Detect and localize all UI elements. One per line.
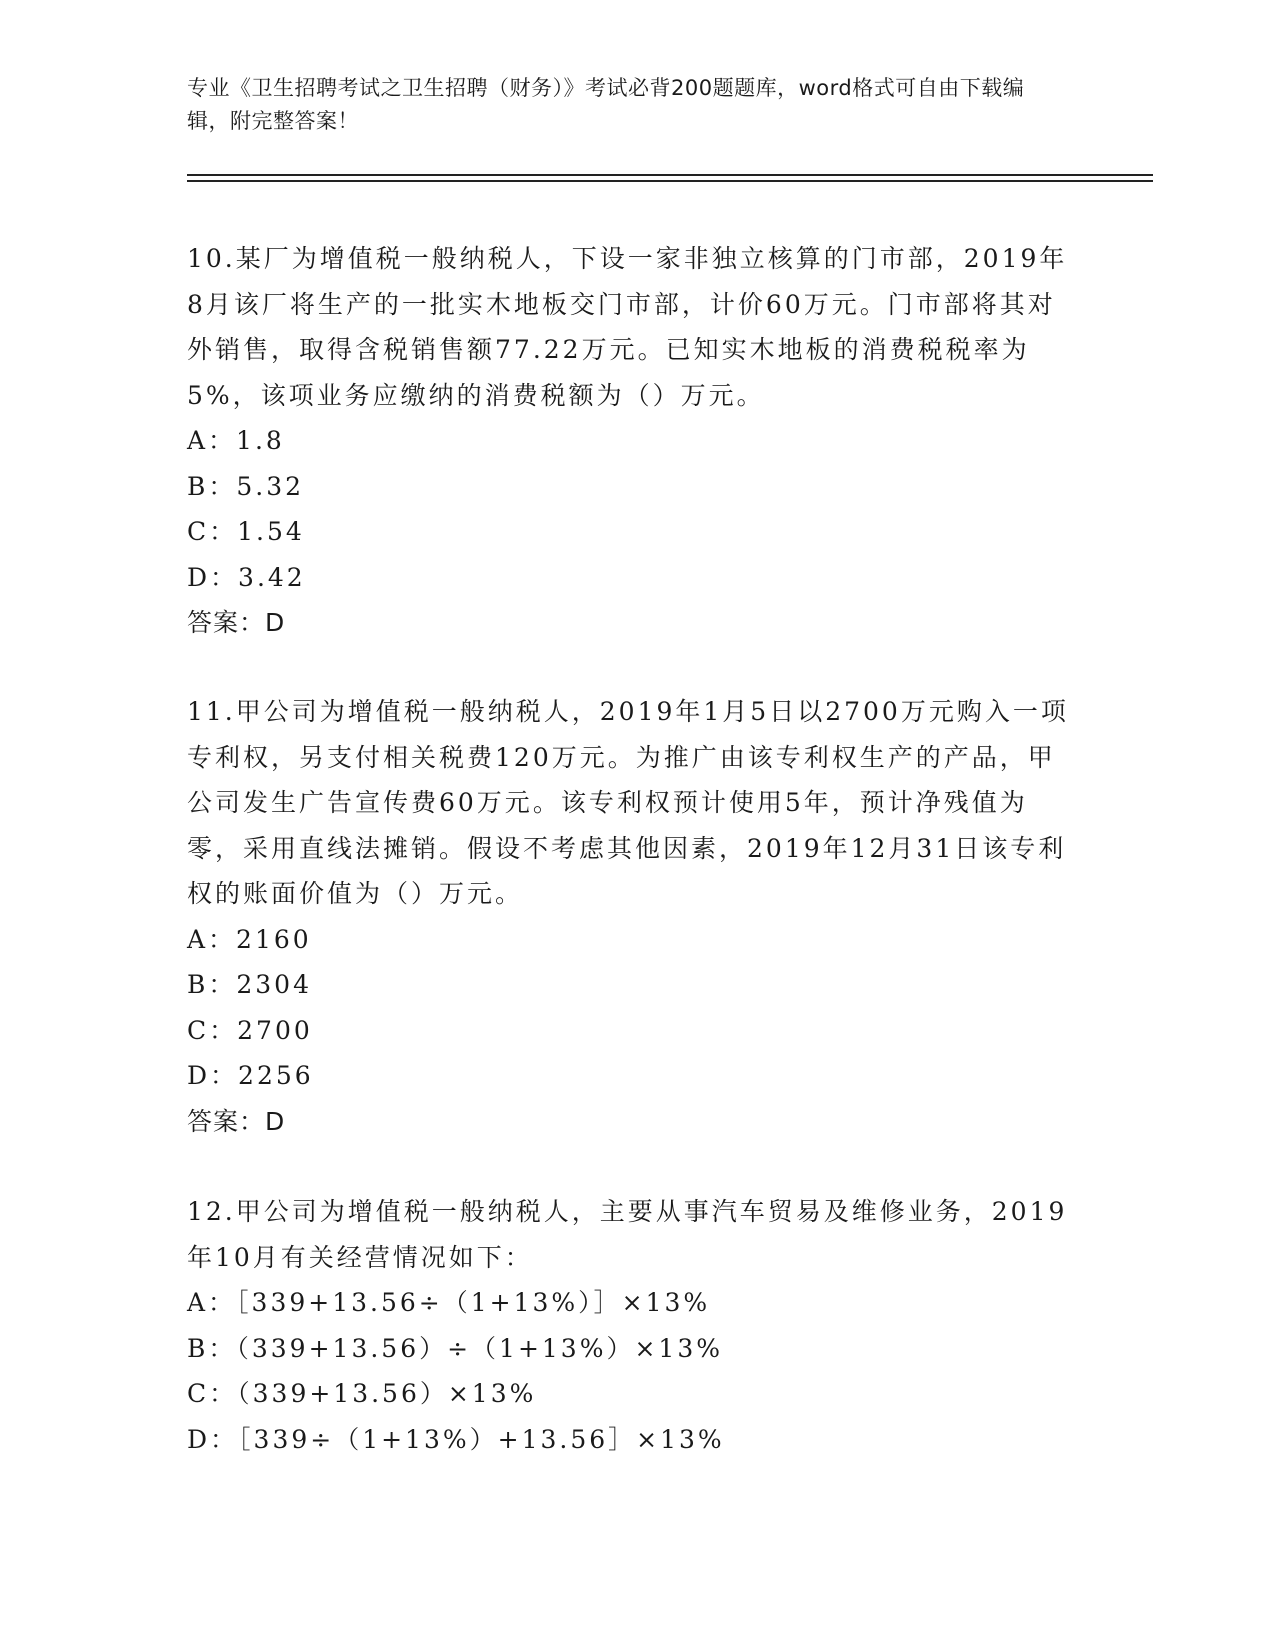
answer-line: 答案：D — [187, 608, 286, 637]
option-b: B：2304 — [187, 970, 312, 999]
option-d: D：［339÷（1+13%）+13.56］×13% — [187, 1424, 725, 1454]
option-a: A：2160 — [187, 924, 312, 954]
option-c: C：2700 — [187, 1015, 313, 1045]
question-10 — [187, 236, 1077, 646]
option-a: A：1.8 — [187, 426, 285, 455]
option-b: B：（339+13.56）÷（1+13%）×13% — [187, 1333, 723, 1363]
question-12 — [187, 1189, 1077, 1462]
option-d: D：3.42 — [187, 562, 306, 592]
question-stem: 10.某厂为增值税一般纳税人，下设一家非独立核算的门市部，2019年8月该厂将生产的一批实木地板交门市部，计价60万元。门市部将其对外销售，取得含税销售额77.22万元。已知实木地板的消费税税率为5%，该项业务应缴纳的消费税额为（）万元。 — [187, 244, 1068, 410]
option-b: B：5.32 — [187, 471, 305, 501]
option-c: C：1.54 — [187, 517, 305, 546]
option-a: A：［339+13.56÷（1+13%）］×13% — [187, 1288, 711, 1317]
question-11 — [187, 689, 1077, 1144]
option-d: D：2256 — [187, 1061, 314, 1090]
option-c: C：（339+13.56）×13% — [187, 1379, 537, 1408]
question-stem: 11.甲公司为增值税一般纳税人，2019年1月5日以2700万元购入一项专利权，另支付相关税费120万元。为推广由该专利权生产的产品，甲公司发生广告宣传费60万元。该专利权预计使用5年，预计净残值为零，采用直线法摊销。假设不考虑其他因素，2019年12月31日该专利权的账面价值为（）万元。 — [187, 697, 1069, 908]
question-stem: 12.甲公司为增值税一般纳税人，主要从事汽车贸易及维修业务，2019年10月有关经营情况如下： — [187, 1197, 1068, 1272]
answer-line: 答案：D — [187, 1106, 286, 1136]
header-divider-top — [187, 174, 1153, 176]
header-divider-bottom — [187, 180, 1153, 182]
document-header: 专业《卫生招聘考试之卫生招聘（财务）》考试必背200题题库，word格式可自由下载编辑，附完整答案！ — [187, 76, 1025, 133]
